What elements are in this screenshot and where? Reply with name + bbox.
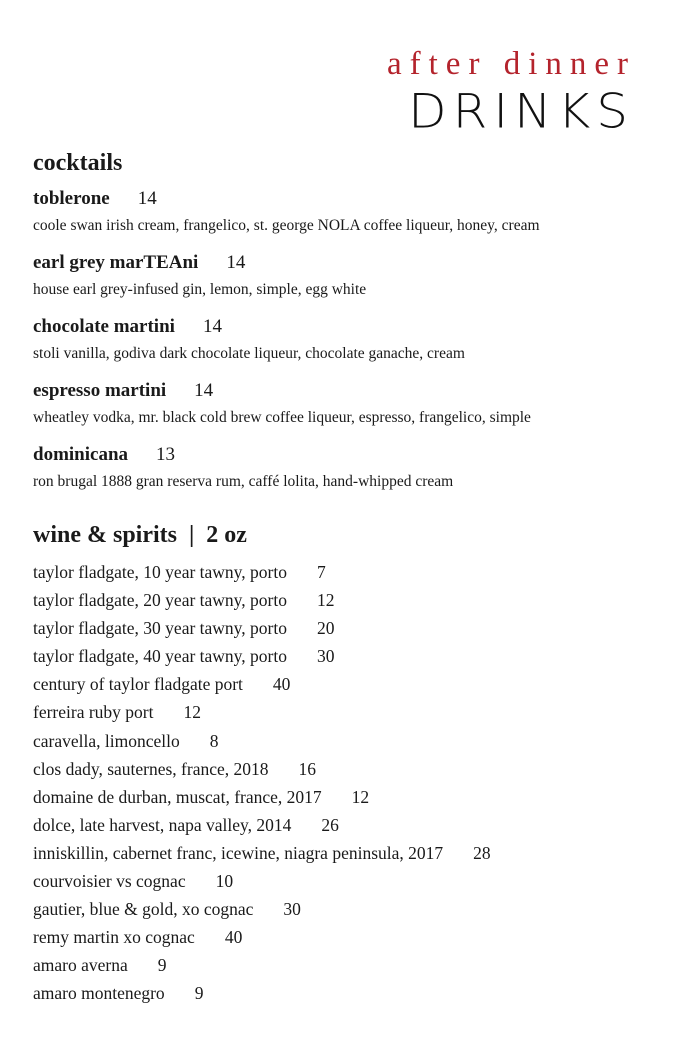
wine-name: century of taylor fladgate port — [33, 674, 243, 695]
wine-item — [33, 895, 673, 923]
cocktail-header — [33, 186, 673, 212]
wine-name: taylor fladgate, 30 year tawny, porto — [33, 618, 287, 639]
cocktail-price: 14 — [194, 380, 214, 401]
menu-subtitle: after dinner — [387, 46, 636, 82]
wine-name: ferreira ruby port — [33, 702, 154, 723]
wine-price: 9 — [194, 983, 204, 1004]
wine-price: 40 — [272, 674, 291, 695]
cocktail-description: coole swan irish cream, frangelico, st. george NOLA coffee liqueur, honey, cream — [33, 217, 540, 234]
wine-name: taylor fladgate, 40 year tawny, porto — [33, 646, 287, 667]
wine-spirits-heading: wine & spirits | 2 oz — [33, 522, 247, 548]
menu-header — [387, 44, 636, 139]
cocktail-description: ron brugal 1888 gran reserva rum, caffé lolita, hand-whipped cream — [33, 473, 454, 490]
wine-item — [33, 558, 673, 586]
wine-name: amaro averna — [33, 955, 128, 976]
wine-name: clos dady, sauternes, france, 2018 — [33, 758, 269, 779]
wine-item — [33, 698, 673, 726]
wine-price: 26 — [321, 814, 339, 835]
wine-name: taylor fladgate, 10 year tawny, porto — [33, 562, 287, 582]
cocktail-name: earl grey marTEAni — [33, 252, 199, 273]
wine-item — [33, 642, 673, 670]
wine-item — [33, 614, 673, 642]
wine-item — [33, 867, 673, 895]
wine-item — [33, 811, 673, 839]
cocktail-description: house earl grey-infused gin, lemon, simple, egg white — [33, 281, 367, 298]
wine-item — [33, 839, 673, 867]
wine-name: caravella, limoncello — [33, 730, 180, 751]
cocktails-heading: cocktails — [33, 150, 123, 176]
wine-item — [33, 951, 673, 979]
cocktail-header — [33, 442, 673, 468]
wine-price: 10 — [215, 871, 234, 892]
wine-item — [33, 670, 673, 698]
cocktail-price: 13 — [156, 444, 176, 465]
cocktail-item — [33, 250, 673, 304]
wine-price: 28 — [473, 842, 491, 863]
cocktail-name: chocolate martini — [33, 316, 175, 337]
cocktail-name: espresso martini — [33, 380, 167, 401]
wine-name: taylor fladgate, 20 year tawny, porto — [33, 590, 287, 611]
wine-name: remy martin xo cognac — [33, 927, 195, 948]
wine-price: 30 — [283, 899, 301, 920]
wine-item — [33, 755, 673, 783]
wine-name: gautier, blue & gold, xo cognac — [33, 899, 254, 920]
cocktail-name: toblerone — [33, 188, 110, 209]
wine-spirits-list — [33, 558, 673, 1008]
cocktail-price: 14 — [137, 188, 157, 209]
wine-price: 12 — [316, 590, 335, 611]
cocktail-item — [33, 442, 673, 496]
wine-item — [33, 783, 673, 811]
wine-price: 40 — [224, 927, 243, 948]
cocktail-description: wheatley vodka, mr. black cold brew coffee liqueur, espresso, frangelico, simple — [33, 409, 531, 426]
menu-title: DRINKS — [408, 84, 634, 139]
cocktail-price: 14 — [202, 316, 222, 337]
wine-price: 8 — [209, 730, 219, 751]
cocktail-header — [33, 314, 673, 340]
cocktail-description: stoli vanilla, godiva dark chocolate liqueur, chocolate ganache, cream — [33, 345, 465, 362]
cocktails-section — [33, 146, 673, 496]
cocktail-header — [33, 378, 673, 404]
wine-name: dolce, late harvest, napa valley, 2014 — [33, 814, 292, 835]
cocktail-item — [33, 378, 673, 432]
wine-name: domaine de durban, muscat, france, 2017 — [33, 786, 322, 807]
wine-item — [33, 979, 673, 1007]
wine-spirits-section — [33, 518, 673, 1008]
wine-price: 9 — [157, 955, 167, 976]
wine-price: 12 — [183, 702, 201, 723]
wine-name: amaro montenegro — [33, 983, 165, 1004]
wine-price: 30 — [316, 646, 335, 667]
menu-content — [33, 146, 673, 1008]
wine-name: inniskillin, cabernet franc, icewine, niagra peninsula, 2017 — [33, 842, 444, 863]
wine-item — [33, 923, 673, 951]
wine-price: 16 — [298, 758, 317, 779]
cocktail-item — [33, 314, 673, 368]
wine-price: 20 — [316, 618, 335, 639]
cocktail-header — [33, 250, 673, 276]
wine-item — [33, 727, 673, 755]
cocktail-name: dominicana — [33, 444, 129, 465]
wine-name: courvoisier vs cognac — [33, 871, 186, 892]
cocktail-item — [33, 186, 673, 240]
cocktail-price: 14 — [226, 252, 246, 273]
wine-price: 7 — [316, 562, 326, 582]
wine-item — [33, 586, 673, 614]
wine-price: 12 — [351, 786, 370, 807]
